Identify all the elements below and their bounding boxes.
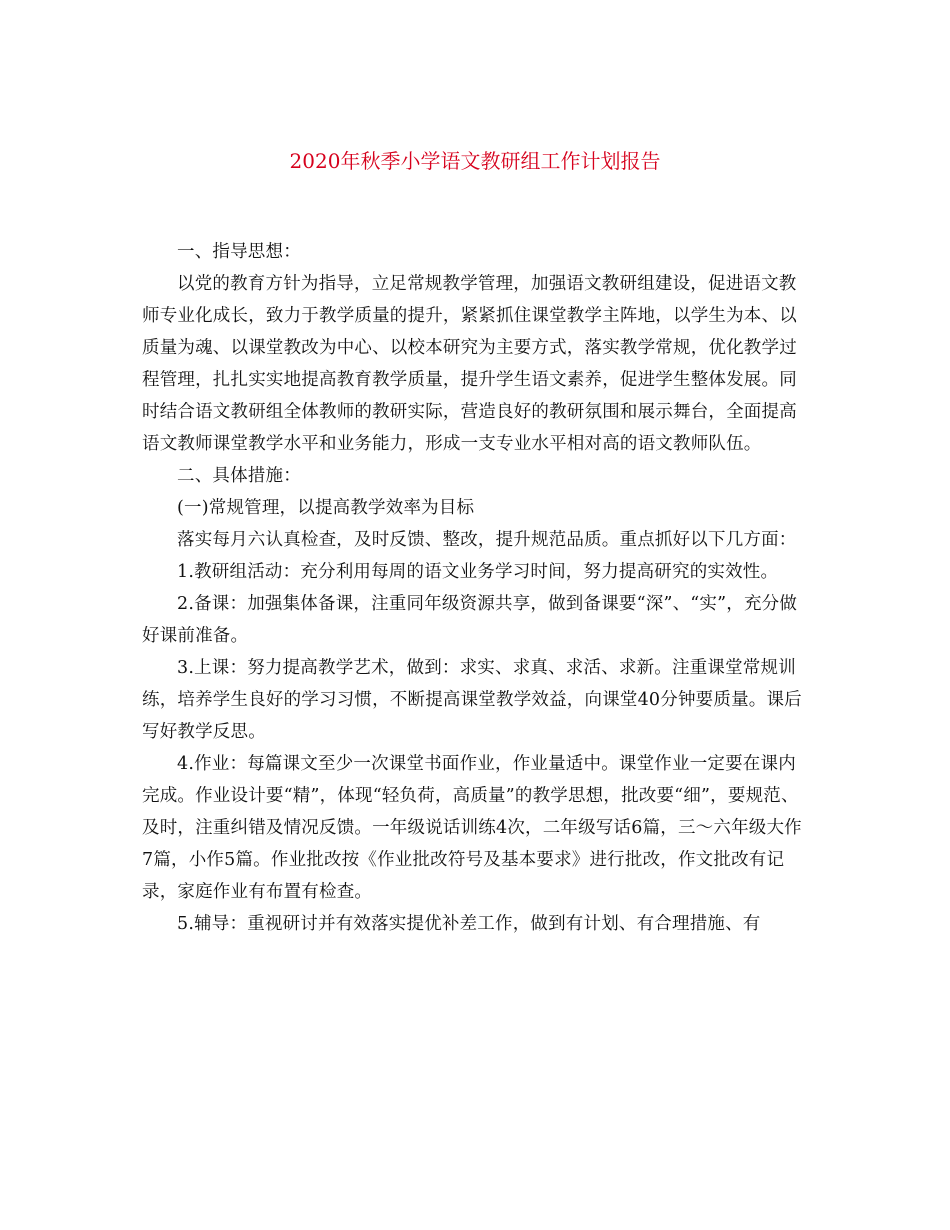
list-item-homework: 4.作业：每篇课文至少一次课堂书面作业，作业量适中。课堂作业一定要在课内完成。作业设计要“精”，体现“轻负荷，高质量”的教学思想，批改要“细”，要规范、及时，注重纠错及情况反馈。一年级说话训练4次，二年级写话6篇，三～六年级大作7篇，小作5篇。作业批改按《作业批改符号及基本要求》进行批改，作文批改有记录，家庭作业有布置有检查。 <box>142 754 802 902</box>
document-body <box>142 236 807 940</box>
subsection-heading-routine-management: (一)常规管理，以提高教学效率为目标 <box>177 498 475 518</box>
list-item-research-group: 1.教研组活动：充分利用每周的语文业务学习时间，努力提高研究的实效性。 <box>177 562 779 582</box>
section-heading-guiding-ideology: 一、指导思想： <box>177 242 301 262</box>
section-heading-specific-measures: 二、具体措施： <box>177 466 301 486</box>
body-paragraph: 以党的教育方针为指导，立足常规教学管理，加强语文教研组建设，促进语文教师专业化成长，致力于教学质量的提升，紧紧抓住课堂教学主阵地，以学生为本、以质量为魂、以课堂教改为中心、以校本研究为主要方式，落实教学常规，优化教学过程管理，扎扎实实地提高教育教学质量，提升学生语文素养，促进学生整体发展。同时结合语文教研组全体教师的教研实际，营造良好的教研氛围和展示舞台，全面提高语文教师课堂教学水平和业务能力，形成一支专业水平相对高的语文教师队伍。 <box>142 274 797 454</box>
list-item-lesson-prep: 2.备课：加强集体备课，注重同年级资源共享，做到备课要“深”、“实”，充分做好课前准备。 <box>142 594 798 646</box>
body-paragraph: 落实每月六认真检查，及时反馈、整改，提升规范品质。重点抓好以下几方面： <box>177 530 797 550</box>
document-title: 2020年秋季小学语文教研组工作计划报告 <box>289 149 661 173</box>
list-item-class-teaching: 3.上课：努力提高教学艺术，做到：求实、求真、求活、求新。注重课堂常规训练，培养学生良好的学习习惯，不断提高课堂教学效益，向课堂40分钟要质量。课后写好教学反思。 <box>142 658 802 742</box>
list-item-tutoring: 5.辅导：重视研讨并有效落实提优补差工作，做到有计划、有合理措施、有 <box>177 914 761 934</box>
